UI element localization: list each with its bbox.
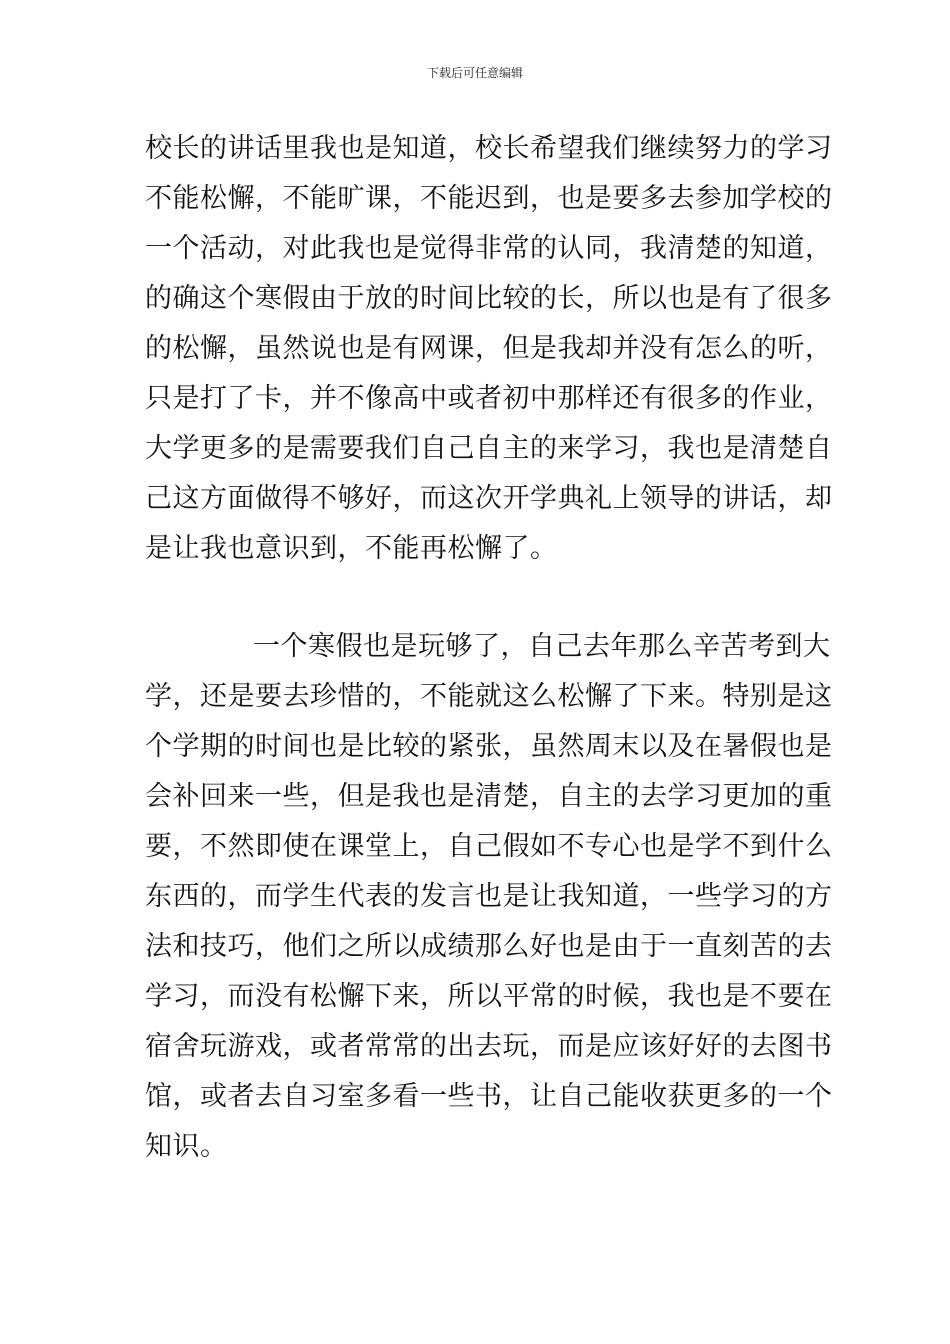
text-line: 只是打了卡，并不像高中或者初中那样还有很多的作业， (145, 383, 833, 414)
text-line: 知识。 (145, 1131, 228, 1162)
text-line: 是让我也意识到，不能再松懈了。 (145, 533, 558, 564)
text-line: 学习，而没有松懈下来，所以平常的时候，我也是不要在 (145, 981, 833, 1012)
text-line: 一个活动，对此我也是觉得非常的认同，我清楚的知道， (145, 233, 833, 264)
text-line: 的松懈，虽然说也是有网课，但是我却并没有怎么的听， (145, 333, 833, 364)
text-line: 学，还是要去珍惜的，不能就这么松懈了下来。特别是这 (145, 681, 833, 712)
text-line: 要，不然即使在课堂上，自己假如不专心也是学不到什么 (145, 831, 833, 862)
paragraph-2 (145, 622, 833, 1172)
page-header-note: 下载后可任意编辑 (426, 66, 523, 80)
text-line: 馆，或者去自习室多看一些书，让自己能收获更多的一个 (145, 1081, 833, 1112)
text-line: 法和技巧，他们之所以成绩那么好也是由于一直刻苦的去 (145, 931, 833, 962)
text-line-indented: 一个寒假也是玩够了，自己去年那么辛苦考到大 (253, 631, 831, 662)
text-line: 己这方面做得不够好，而这次开学典礼上领导的讲话，却 (145, 483, 833, 514)
text-line: 会补回来一些，但是我也是清楚，自主的去学习更加的重 (145, 781, 833, 812)
paragraph-1 (145, 124, 833, 574)
text-line: 的确这个寒假由于放的时间比较的长，所以也是有了很多 (145, 283, 833, 314)
text-line: 不能松懈，不能旷课，不能迟到，也是要多去参加学校的 (145, 183, 833, 214)
text-line: 校长的讲话里我也是知道，校长希望我们继续努力的学习 (145, 133, 833, 164)
text-line: 宿舍玩游戏，或者常常的出去玩，而是应该好好的去图书 (145, 1031, 833, 1062)
text-line: 东西的，而学生代表的发言也是让我知道，一些学习的方 (145, 881, 833, 912)
text-line: 大学更多的是需要我们自己自主的来学习，我也是清楚自 (145, 433, 833, 464)
text-line: 个学期的时间也是比较的紧张，虽然周末以及在暑假也是 (145, 731, 833, 762)
